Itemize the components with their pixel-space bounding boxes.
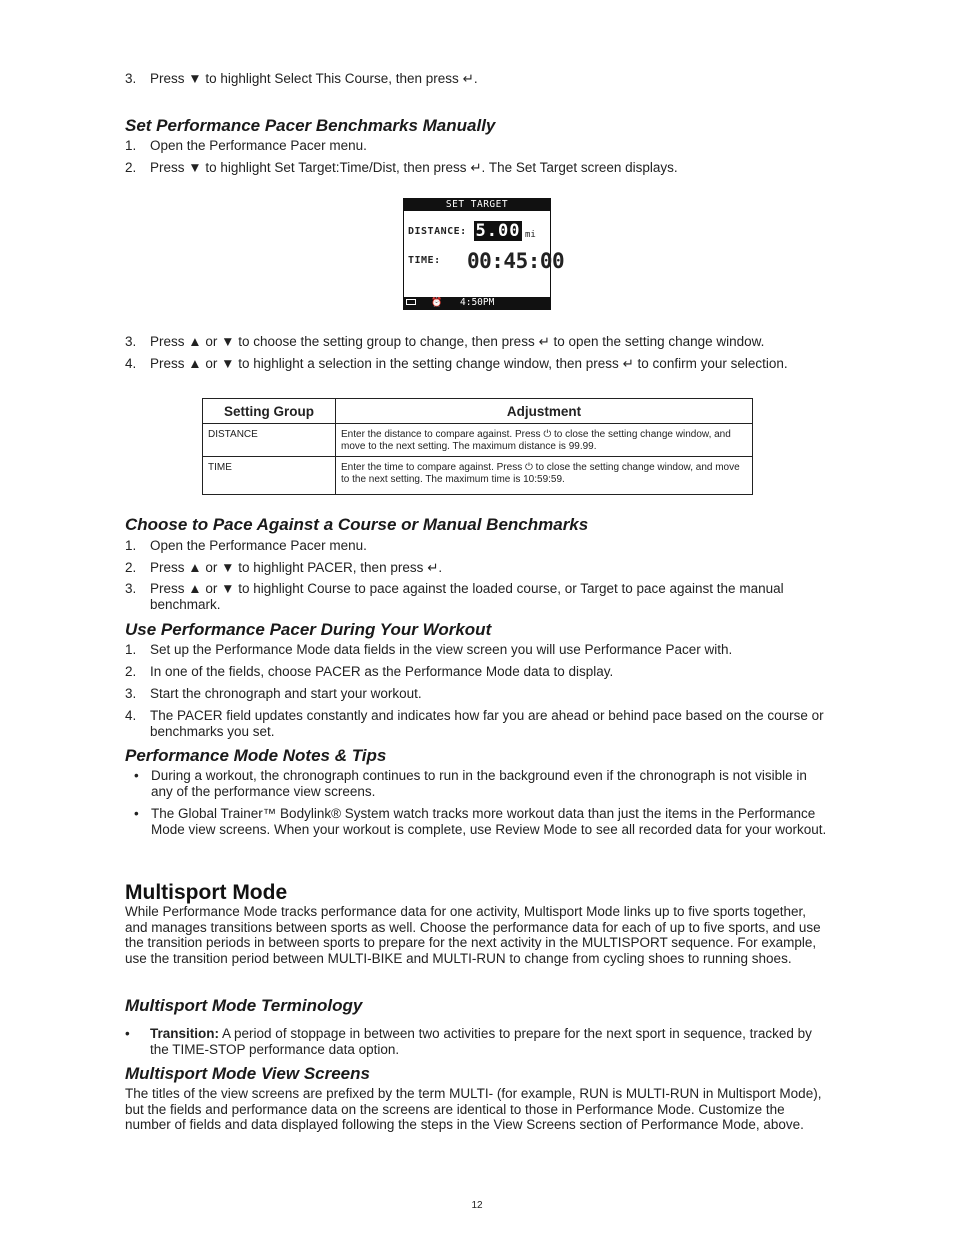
section-heading-multisport: Multisport Mode — [125, 881, 288, 904]
table-cell: DISTANCE — [203, 424, 336, 457]
term: Transition: — [150, 1026, 220, 1041]
section-heading-terminology: Multisport Mode Terminology — [125, 996, 363, 1015]
table-cell: TIME — [203, 457, 336, 495]
table-header: Setting Group — [203, 399, 336, 424]
page-number: 12 — [471, 1200, 483, 1211]
set-target-screen — [403, 198, 565, 310]
views-text: The titles of the view screens are prefixed by the term MULTI- (for example, RUN is MULTI-RUN in Multisport Mode), but the fields and performance data on the screens are identical to those in Performance Mode. Customize the number of fields and data displayed following the steps in the View Screens section of Performance Mode, above. — [125, 1086, 822, 1132]
distance-label: DISTANCE: — [408, 226, 467, 237]
screen-title: SET TARGET — [404, 199, 550, 211]
status-bar — [404, 297, 550, 309]
term-definition: A period of stoppage in between two activities to prepare for the next sport in sequence, tracked by the TIME-STOP performance data option. — [150, 1026, 812, 1057]
table-header: Adjustment — [336, 399, 753, 424]
table-cell: Enter the distance to compare against. Press ⏻ to close the setting change window, and move to the next setting. The maximum distance is 99.99. — [336, 424, 753, 457]
distance-unit: mi — [525, 230, 536, 240]
settings-table — [202, 398, 753, 495]
table-row — [203, 424, 753, 457]
section-heading-manual: Set Performance Pacer Benchmarks Manually — [125, 116, 496, 135]
table-row — [203, 457, 753, 495]
clock-readout: 4:50PM — [460, 297, 495, 308]
table-cell: Enter the time to compare against. Press ⏻ to close the setting change window, and move to the next setting. The maximum time is 10:59:59. — [336, 457, 753, 495]
section-heading-choose: Choose to Pace Against a Course or Manual Benchmarks — [125, 515, 589, 534]
battery-icon — [406, 299, 416, 305]
alarm-icon: ⏰ — [431, 298, 443, 308]
section-heading-notes: Performance Mode Notes & Tips — [125, 746, 387, 765]
section-heading-views: Multisport Mode View Screens — [125, 1064, 370, 1083]
multisport-intro: While Performance Mode tracks performance data for one activity, Multisport Mode links up to five sports together, and manages transitions between sports as well. Choose the performance data for each of up to five sports, and use the transition periods in between sports to prepare for the next activity in the MULTISPORT sequence. For example, use the transition period between MULTI-BIKE and MULTI-RUN to change from cycling shoes to running shoes. — [125, 904, 821, 966]
time-label: TIME: — [408, 255, 441, 266]
section-heading-use: Use Performance Pacer During Your Workout — [125, 620, 492, 639]
time-value: 00:45:00 — [467, 249, 565, 273]
distance-value: 5.00 — [475, 221, 521, 241]
